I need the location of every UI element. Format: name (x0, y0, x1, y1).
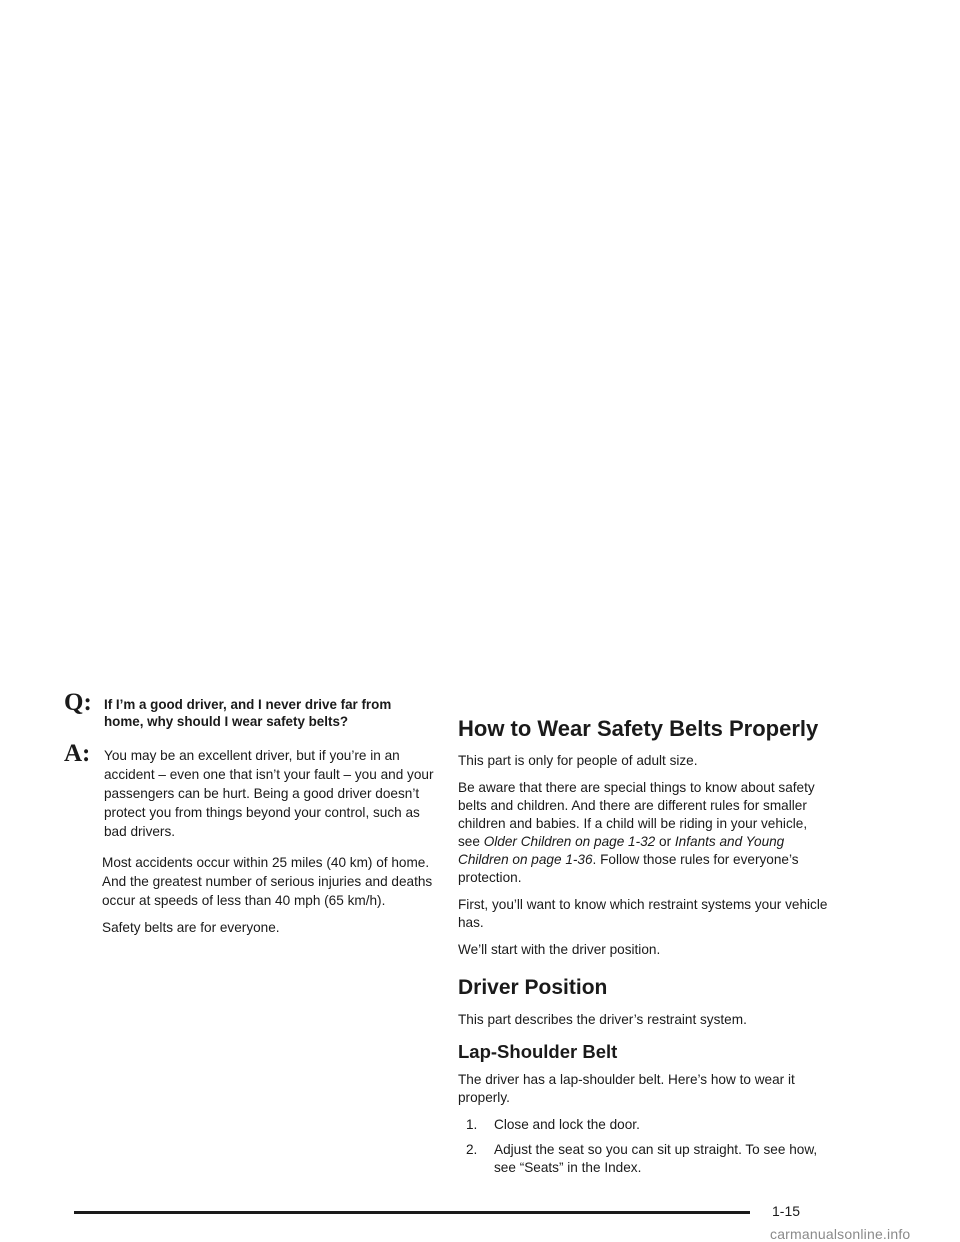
lap-shoulder-paragraph: The driver has a lap-shoulder belt. Here’s how to wear it properly. (458, 1072, 795, 1105)
list-item (466, 1116, 830, 1134)
children-text-start: Be aware that there are special things to know about safety belts and children. And there are different rules for smaller children and babies. If a child will be riding in your vehicle, see (458, 780, 815, 849)
section-heading-lap-shoulder: Lap-Shoulder Belt (458, 1041, 618, 1062)
accident-stats-paragraph: Most accidents occur within 25 miles (40 km) of home. And the greatest number of serious injuries and deaths occur at speeds of less than 40 mph (65 km/h). (102, 855, 433, 908)
older-children-link[interactable]: Older Children on page 1-32 (483, 834, 656, 849)
question-text: If I’m a good driver, and I never drive far from home, why should I wear safety belts? (104, 697, 392, 729)
step-text: Close and lock the door. (494, 1117, 640, 1132)
steps-list (458, 1116, 830, 1177)
children-text-or: or (655, 834, 675, 849)
answer-marker: A: (64, 740, 91, 767)
step-text: Adjust the seat so you can sit up straight. To see how, see “Seats” in the Index. (494, 1142, 818, 1175)
children-text-end: . Follow those rules for everyone’s protection. (458, 852, 799, 885)
watermark: carmanualsonline.info (770, 1226, 911, 1242)
right-column (458, 716, 830, 1184)
left-column (64, 689, 434, 945)
everyone-paragraph: Safety belts are for everyone. (102, 920, 280, 935)
driver-start-paragraph: We’ll start with the driver position. (458, 942, 661, 957)
section-heading-wear-belts: How to Wear Safety Belts Properly (458, 716, 819, 741)
restraint-systems-paragraph: First, you’ll want to know which restraint systems your vehicle has. (458, 897, 828, 930)
answer-block (64, 740, 434, 841)
step-number: 1. (466, 1117, 478, 1132)
question-block (64, 689, 434, 730)
answer-text: You may be an excellent driver, but if you’re in an accident – even one that isn’t your fault – you and your passengers can be hurt. Being a good driver doesn’t protect you from things beyond your control, such as bad drivers. (104, 748, 434, 839)
children-paragraph (458, 779, 830, 887)
adult-size-paragraph: This part is only for people of adult size. (458, 753, 698, 768)
footer-rule (74, 1211, 750, 1214)
page-number: 1-15 (772, 1203, 801, 1219)
step-number: 2. (466, 1142, 478, 1157)
driver-restraint-paragraph: This part describes the driver’s restraint system. (458, 1012, 747, 1027)
infants-link[interactable]: Infants and Young Children on page 1-36 (458, 834, 785, 867)
list-item (466, 1141, 830, 1177)
question-marker: Q: (64, 689, 92, 716)
section-heading-driver-position: Driver Position (458, 976, 608, 999)
